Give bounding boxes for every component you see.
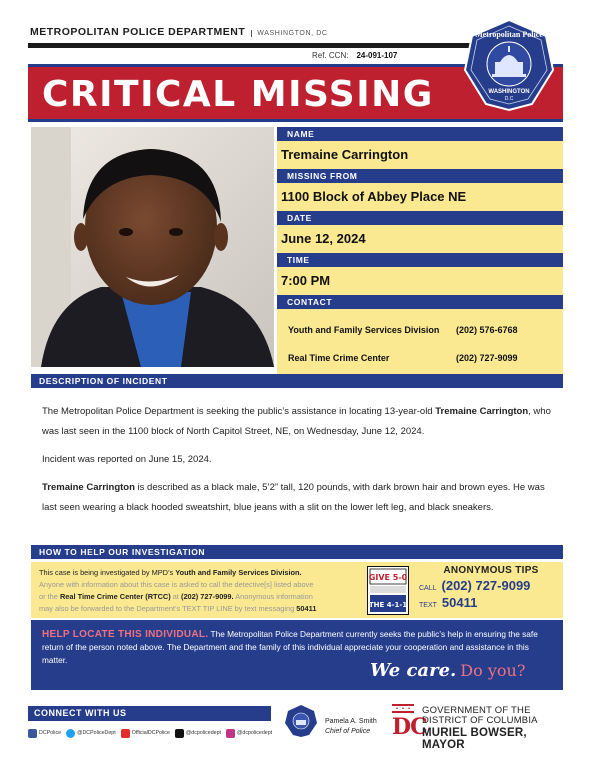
description-paragraph xyxy=(42,402,552,442)
ccn-value: 24-091-107 xyxy=(356,51,398,60)
anonymous-tips xyxy=(419,563,563,610)
twitter-icon xyxy=(66,729,75,738)
social-link[interactable] xyxy=(121,729,170,738)
text-span: Anonymous information xyxy=(233,592,313,601)
social-label: @dcpolicedept xyxy=(185,730,222,736)
social-link[interactable] xyxy=(226,729,272,738)
text-span: Anyone with information about this case is asked to call the detective[s] listed above xyxy=(39,580,314,589)
details-panel xyxy=(277,127,563,382)
contact-row xyxy=(277,316,563,344)
slogan xyxy=(370,660,525,681)
give-bottom-text: THE 4-1-1 xyxy=(368,601,408,609)
badge-top-text: Metropolitan Police xyxy=(475,30,543,39)
portrait-image xyxy=(31,127,274,367)
rtcc-phone: (202) 727-9099. xyxy=(180,592,234,601)
person-name: Tremaine Carrington xyxy=(435,406,529,417)
city-name: WASHINGTON, DC xyxy=(251,30,327,37)
text-span: may also be forwarded to the Department’s TEXT TIP LINE by text messaging xyxy=(39,604,297,613)
dc-letters: DC xyxy=(392,714,427,740)
name-value: Tremaine Carrington xyxy=(277,141,563,169)
name-label: NAME xyxy=(277,127,563,141)
gov-text xyxy=(422,706,538,726)
social-links xyxy=(28,727,278,739)
text-label: TEXT xyxy=(419,602,437,609)
contact-name: Youth and Family Services Division xyxy=(288,325,440,335)
page-header xyxy=(30,26,328,38)
text-span: The Metropolitan Police Department is seeking the public’s assistance in locating 13-year-old xyxy=(42,406,436,417)
call-label: CALL xyxy=(419,585,437,592)
text-number[interactable]: 50411 xyxy=(441,595,478,610)
contact-label: CONTACT xyxy=(277,295,563,309)
banner-title: CRITICAL MISSING xyxy=(42,74,434,115)
call-number[interactable]: (202) 727-9099 xyxy=(441,578,531,593)
social-label: OfficialDCPolice xyxy=(131,730,170,736)
contact-name: Real Time Crime Center xyxy=(288,353,390,363)
slogan-do-you: Do you? xyxy=(460,661,526,680)
description-heading: DESCRIPTION OF INCIDENT xyxy=(31,374,563,388)
tip-text-line xyxy=(419,595,563,610)
social-link[interactable] xyxy=(66,729,116,738)
give-50-411-logo xyxy=(367,566,409,615)
incident-description xyxy=(42,402,552,526)
text-tip-number: 50411 xyxy=(296,604,317,613)
time-value: 7:00 PM xyxy=(277,267,563,295)
slogan-we-care: We care. xyxy=(370,660,457,681)
help-text xyxy=(39,567,364,615)
division-name: Youth and Family Services Division. xyxy=(175,568,302,577)
case-number xyxy=(312,48,452,63)
help-locate-body: The Metropolitan Police Department currently seeks the public’s help in ensuring the safe return of the person noted above. The Department and the family of this individual appreciate your cooperation and assistance in this matter. xyxy=(42,629,538,665)
date-label: DATE xyxy=(277,211,563,225)
help-section xyxy=(31,562,563,618)
tips-title: ANONYMOUS TIPS xyxy=(443,565,539,576)
text-span: or the xyxy=(39,592,60,601)
text-span: at xyxy=(170,592,181,601)
mpd-mini-badge-icon xyxy=(284,704,318,738)
give-top-text: GIVE 5-0 xyxy=(368,573,408,582)
tip-call-line xyxy=(419,578,563,593)
instagram-icon xyxy=(226,729,235,738)
connect-heading: CONNECT WITH US xyxy=(28,706,271,721)
facebook-icon xyxy=(28,729,37,738)
reported-date: Incident was reported on June 15, 2024. xyxy=(42,454,212,465)
contact-row xyxy=(277,344,563,372)
physical-description xyxy=(42,478,552,518)
tiktok-icon xyxy=(175,729,184,738)
social-label: DCPolice xyxy=(39,730,62,736)
missing-person-photo xyxy=(31,127,274,367)
dc-government-logo xyxy=(392,704,562,751)
badge-bottom-text: WASHINGTON xyxy=(488,89,530,95)
social-link[interactable] xyxy=(28,729,61,738)
department-name: METROPOLITAN POLICE DEPARTMENT xyxy=(30,26,246,38)
mpd-badge-icon xyxy=(462,18,556,112)
social-label: @dcpolicedept xyxy=(237,730,273,736)
date-value: June 12, 2024 xyxy=(277,225,563,253)
missing-from-label: MISSING FROM xyxy=(277,169,563,183)
contact-phone: (202) 727-9099 xyxy=(456,353,518,363)
help-locate-section xyxy=(31,620,563,690)
social-label: @DCPoliceDept xyxy=(77,730,116,736)
chief-title: Chief of Police xyxy=(325,728,371,735)
help-locate-headline: HELP LOCATE THIS INDIVIDUAL. xyxy=(42,629,209,640)
help-heading: HOW TO HELP OUR INVESTIGATION xyxy=(31,545,563,559)
person-name: Tremaine Carrington xyxy=(42,482,135,493)
youtube-icon xyxy=(121,729,130,738)
mayor-name: MURIEL BOWSER, MAYOR xyxy=(422,727,527,751)
text-span: , who was last seen in the 1100 block of North Capitol Street, NE, on Wednesday, June 12, 2024. xyxy=(42,406,551,437)
badge-bottom-sub: D.C xyxy=(504,96,514,102)
gov-line-2: DISTRICT OF COLUMBIA xyxy=(422,715,538,726)
gov-line-1: GOVERNMENT OF THE xyxy=(422,705,531,716)
social-link[interactable] xyxy=(175,729,221,738)
text-span: This case is being investigated by MPD’s xyxy=(39,568,176,577)
text-span: is described as a black male, 5’2” tall, 120 pounds, with dark brown hair and brown eyes. He was last seen wearing a black hooded sweatshirt, blue jeans with a slit on the lower left leg, and black sneakers. xyxy=(42,482,545,513)
chief-name: Pamela A. Smith xyxy=(325,718,377,725)
ccn-label: Ref. CCN: xyxy=(312,51,349,60)
time-label: TIME xyxy=(277,253,563,267)
missing-from-value: 1100 Block of Abbey Place NE xyxy=(277,183,563,211)
rtcc-name: Real Time Crime Center (RTCC) xyxy=(59,592,171,601)
contact-list xyxy=(277,309,563,382)
contact-phone: (202) 576-6768 xyxy=(456,325,518,335)
dc-flag-icon xyxy=(392,704,414,714)
chief-signature xyxy=(325,717,377,737)
